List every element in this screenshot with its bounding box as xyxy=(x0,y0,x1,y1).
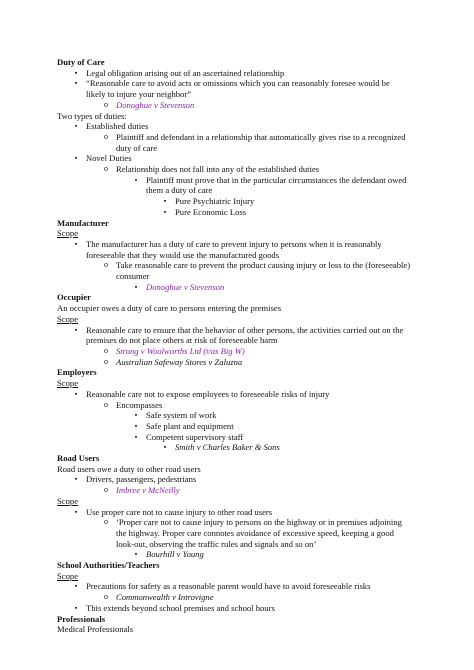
square-bullet-icon: ▪ xyxy=(74,475,78,484)
third-level-continuation xyxy=(57,185,417,196)
body-text: Road users owe a duty to other road users xyxy=(57,463,201,474)
bullet-item xyxy=(57,239,417,250)
bullet-text: This extends beyond school premises and school hours xyxy=(86,602,275,613)
sub-bullet-item xyxy=(57,164,417,175)
third-level-item xyxy=(57,410,417,421)
document-content xyxy=(57,57,417,635)
bullet-text: Safe plant and equipment xyxy=(146,420,234,431)
bullet-text: ‘Proper care not to cause injury to persons on the highway or in premises adjoining xyxy=(116,517,402,528)
bullet-text: Relationship does not fall into any of the established duties xyxy=(116,164,320,175)
bullet-text: them a duty of care xyxy=(146,185,213,196)
bullet-text: Novel Duties xyxy=(86,153,132,164)
case-item xyxy=(57,357,417,368)
bullet-text: Safe system of work xyxy=(146,410,217,421)
bullet-text: Use proper care not to cause injury to other road users xyxy=(86,506,273,517)
bullet-text: Competent supervisory staff xyxy=(146,431,244,442)
bullet-item xyxy=(57,153,417,164)
fourth-level-item xyxy=(57,196,417,207)
square-bullet-icon: ▪ xyxy=(74,122,78,131)
case-reference: Donoghue v Stevenson xyxy=(146,281,225,292)
scope-label: Scope xyxy=(57,495,79,506)
square-bullet-icon: ▪ xyxy=(134,175,138,184)
circle-bullet-icon: o xyxy=(104,517,108,527)
bullet-text: Precautions for safety as a reasonable parent would have to avoid foreseeable risks xyxy=(86,581,371,592)
sub-bullet-continuation xyxy=(57,143,417,154)
scope-label: Scope xyxy=(57,378,79,389)
bullet-text: likely to injure your neighbor” xyxy=(86,89,192,100)
case-reference: Bourhill v Young xyxy=(146,549,204,560)
bullet-item xyxy=(57,603,417,614)
case-reference: Strong v Woolworths Ltd (t/as Big W) xyxy=(116,345,245,356)
bullet-text: The manufacturer has a duty of care to prevent injury to persons when it is reasonably xyxy=(86,238,382,249)
bullet-text: premises do not place others at risk of foreseeable harm xyxy=(86,335,278,346)
third-level-item xyxy=(57,549,417,560)
bullet-item xyxy=(57,68,417,79)
bullet-text: Plaintiff and defendant in a relationship that automatically gives rise to a recognized xyxy=(116,131,406,142)
third-level-item xyxy=(57,432,417,443)
bullet-item xyxy=(57,78,417,89)
third-level-item xyxy=(57,421,417,432)
square-bullet-icon: ▪ xyxy=(74,507,78,516)
square-bullet-icon: ▪ xyxy=(163,443,167,452)
bullet-continuation xyxy=(57,335,417,346)
square-bullet-icon: ▪ xyxy=(74,389,78,398)
bullet-text: Plaintiff must prove that in the particular circumstances the defendant owed xyxy=(146,174,407,185)
sub-bullet-item xyxy=(57,132,417,143)
case-reference: Smith v Charles Baker & Sons xyxy=(175,442,280,453)
square-bullet-icon: ▪ xyxy=(74,68,78,77)
bullet-item xyxy=(57,325,417,336)
circle-bullet-icon: o xyxy=(104,345,108,355)
fourth-level-item xyxy=(57,442,417,453)
square-bullet-icon: ▪ xyxy=(74,603,78,612)
case-reference: Commonwealth v Introvigne xyxy=(116,592,214,603)
fourth-level-item xyxy=(57,207,417,218)
bullet-text: duty of care xyxy=(116,142,158,153)
case-item xyxy=(57,346,417,357)
square-bullet-icon: ▪ xyxy=(74,79,78,88)
bullet-text: Reasonable care not to expose employees to foreseeable risks of injury xyxy=(86,388,330,399)
square-bullet-icon: ▪ xyxy=(74,239,78,248)
third-level-item xyxy=(57,175,417,186)
circle-bullet-icon: o xyxy=(104,485,108,495)
circle-bullet-icon: o xyxy=(104,99,108,109)
body-text: An occupier owes a duty of care to persons entering the premises xyxy=(57,303,282,314)
sub-bullet-item xyxy=(57,400,417,411)
sub-bullet-item xyxy=(57,517,417,528)
section-heading-manufacturer: Manufacturer xyxy=(57,217,109,228)
bullet-text: consumer xyxy=(116,271,150,282)
bullet-item xyxy=(57,389,417,400)
circle-bullet-icon: o xyxy=(104,164,108,174)
circle-bullet-icon: o xyxy=(104,356,108,366)
section-heading-employers: Employers xyxy=(57,367,97,378)
case-item xyxy=(57,485,417,496)
case-reference: Donoghue v Stevenson xyxy=(116,99,195,110)
bullet-item xyxy=(57,581,417,592)
bullet-text: Drivers, passengers, pedestrians xyxy=(86,474,197,485)
square-bullet-icon: ▪ xyxy=(74,325,78,334)
section-heading-road-users: Road Users xyxy=(57,453,100,464)
section-heading-duty-of-care: Duty of Care xyxy=(57,57,105,67)
circle-bullet-icon: o xyxy=(104,131,108,141)
bullet-text: Legal obligation arising out of an ascertained relationship xyxy=(86,67,285,78)
bullet-text: foreseeable that they would use the manufactured goods xyxy=(86,249,280,260)
case-reference: Australian Safeway Stores v Zaluzna xyxy=(116,356,243,367)
bullet-item xyxy=(57,507,417,518)
bullet-text: Pure Economic Loss xyxy=(175,206,247,217)
body-text: Two types of duties: xyxy=(57,110,127,121)
circle-bullet-icon: o xyxy=(104,260,108,270)
bullet-text: Take reasonable care to prevent the product causing injury or loss to the (foreseeable) xyxy=(116,260,411,271)
section-heading-occupier: Occupier xyxy=(57,292,91,303)
square-bullet-icon: ▪ xyxy=(163,197,167,206)
bullet-continuation xyxy=(57,250,417,261)
square-bullet-icon: ▪ xyxy=(134,432,138,441)
section-heading-professionals: Professionals xyxy=(57,613,106,624)
section-heading-school: School Authorities/Teachers xyxy=(57,560,160,571)
bullet-text: Pure Psychiatric Injury xyxy=(175,196,255,207)
sub-bullet-item xyxy=(57,260,417,271)
bullet-text: Established duties xyxy=(86,121,149,132)
bullet-continuation xyxy=(57,89,417,100)
square-bullet-icon: ▪ xyxy=(134,421,138,430)
scope-label: Scope xyxy=(57,570,79,581)
sub-bullet-continuation xyxy=(57,528,417,539)
bullet-text: look-out, observing the traffic rules and signals and so on’ xyxy=(116,538,317,549)
sub-bullet-continuation xyxy=(57,539,417,550)
square-bullet-icon: ▪ xyxy=(134,550,138,559)
case-item xyxy=(57,100,417,111)
square-bullet-icon: ▪ xyxy=(74,154,78,163)
sub-bullet-continuation xyxy=(57,271,417,282)
body-text: Medical Professionals xyxy=(57,624,134,635)
square-bullet-icon: ▪ xyxy=(163,207,167,216)
case-reference: Imbree v McNeilly xyxy=(116,485,180,496)
bullet-item xyxy=(57,474,417,485)
square-bullet-icon: ▪ xyxy=(74,582,78,591)
third-level-item xyxy=(57,282,417,293)
bullet-item xyxy=(57,121,417,132)
case-item xyxy=(57,592,417,603)
bullet-text: Reasonable care to ensure that the behavior of other persons, the activities carried out on the xyxy=(86,324,404,335)
bullet-text: the highway. Proper care connotes avoidance of excessive speed, keeping a good xyxy=(116,527,394,538)
square-bullet-icon: ▪ xyxy=(134,282,138,291)
bullet-text: “Reasonable care to avoid acts or omissions which you can reasonably foresee would be xyxy=(86,78,390,89)
square-bullet-icon: ▪ xyxy=(134,411,138,420)
bullet-text: Encompasses xyxy=(116,399,163,410)
scope-label: Scope xyxy=(57,313,79,324)
circle-bullet-icon: o xyxy=(104,592,108,602)
scope-label: Scope xyxy=(57,228,79,239)
circle-bullet-icon: o xyxy=(104,399,108,409)
